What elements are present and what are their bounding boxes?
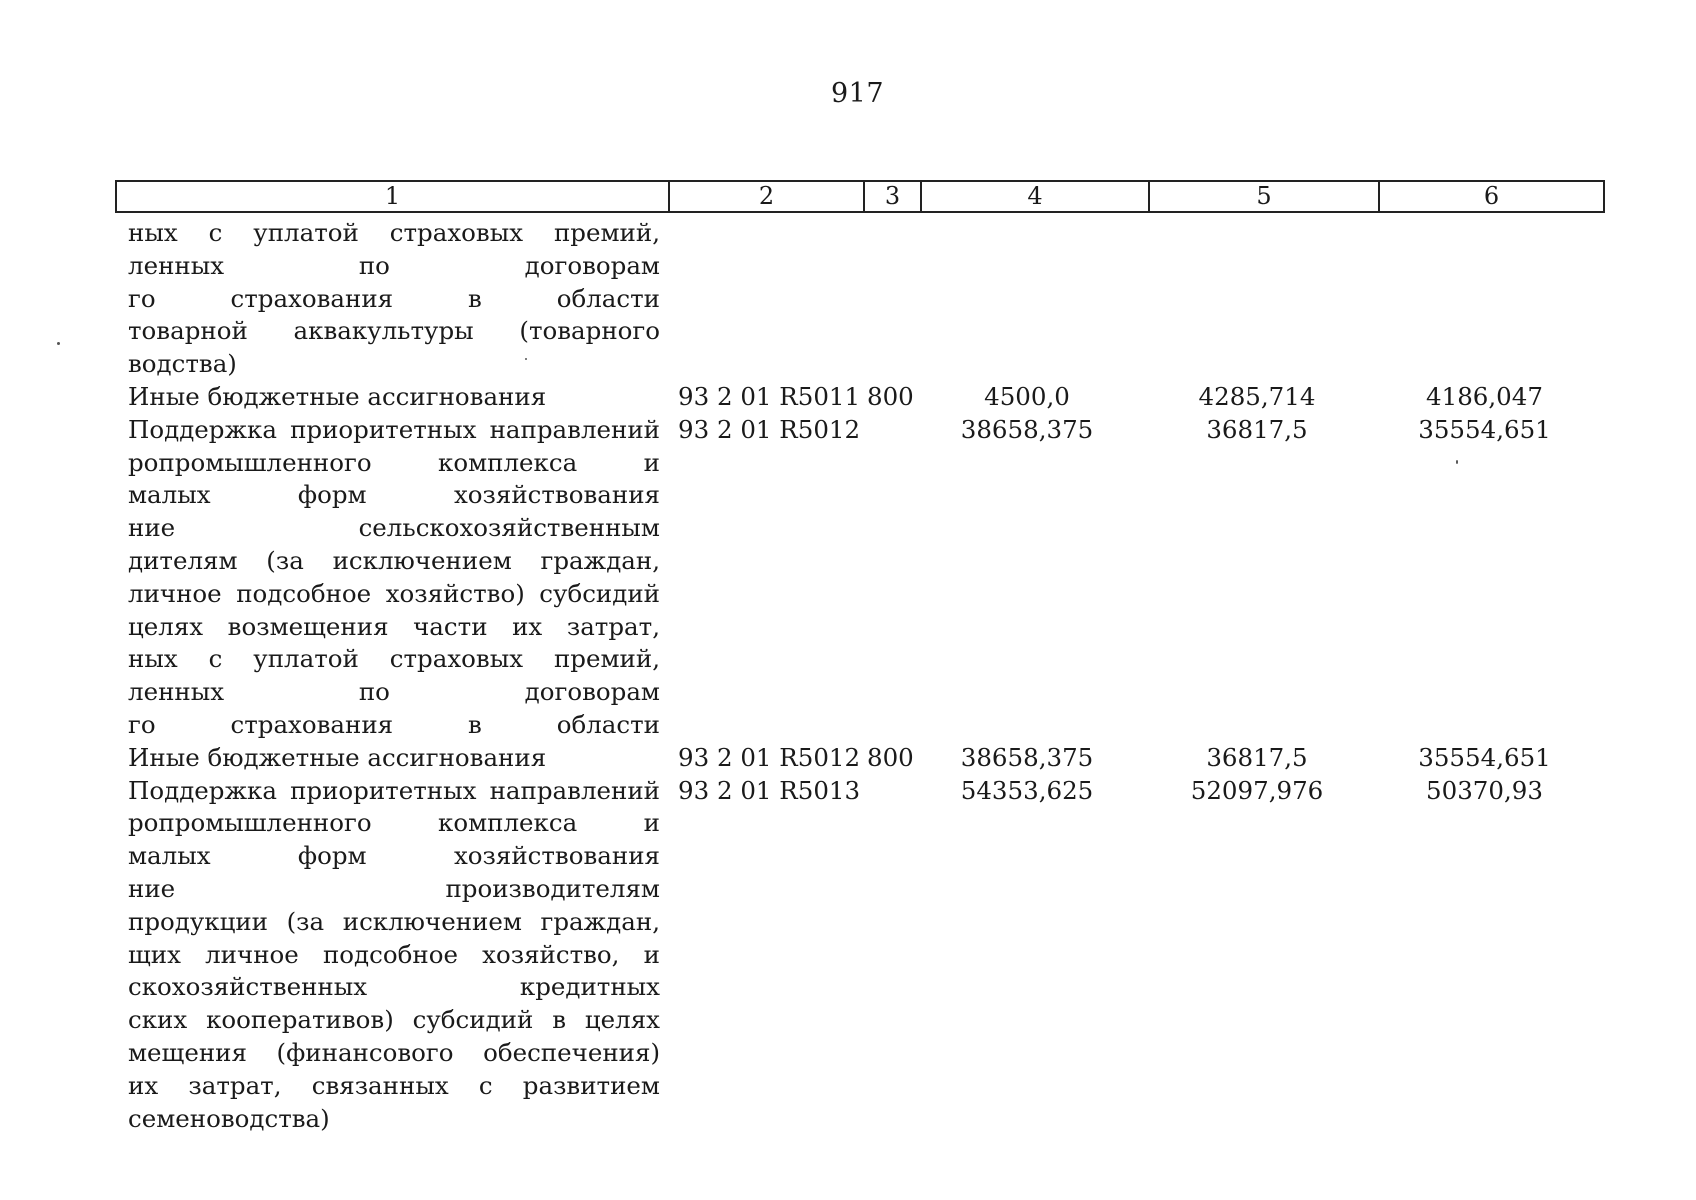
description-line: Иные бюджетные ассигнования	[128, 381, 547, 411]
description-line: го страхования в области	[128, 283, 660, 313]
row-description	[115, 217, 660, 381]
column-header-6: 6	[1379, 181, 1604, 212]
table-row	[115, 414, 1615, 742]
description-line: товарной аквакультуры (товарного	[128, 316, 660, 346]
row-value-col6: 35554,651	[1418, 414, 1551, 444]
description-line: продукции (за исключением граждан,	[128, 906, 660, 936]
row-expense-type	[855, 414, 912, 742]
row-description	[115, 381, 660, 414]
description-line: малых форм хозяйствования	[128, 480, 660, 510]
row-value-col5: 36817,5	[1206, 414, 1308, 444]
row-value-col4	[912, 217, 1142, 381]
row-expense-type	[855, 217, 912, 381]
description-line: ных с уплатой страховых премий,	[128, 218, 660, 247]
scan-speck	[1456, 460, 1458, 464]
row-value-col4: 4500,0	[984, 381, 1070, 411]
column-header-4: 4	[921, 181, 1149, 212]
description-line: их затрат, связанных с развитием	[128, 1070, 660, 1100]
description-line: ных с уплатой страховых премий,	[128, 644, 660, 674]
description-line: скохозяйственных кредитных	[128, 972, 660, 1002]
description-line: дителям (за исключением граждан,	[128, 545, 660, 575]
description-line: водства)	[128, 349, 237, 379]
row-value-col5: 52097,976	[1190, 775, 1324, 805]
row-value-col6: 35554,651	[1418, 742, 1551, 772]
description-line: Иные бюджетные ассигнования	[128, 742, 547, 772]
row-target-code	[660, 217, 855, 381]
row-target-code: 93 2 01 R5012	[678, 742, 861, 772]
column-header-3: 3	[864, 181, 921, 212]
description-line: Поддержка приоритетных направлений	[128, 414, 660, 444]
row-value-col4: 38658,375	[960, 414, 1094, 444]
row-value-col6: 4186,047	[1426, 381, 1543, 411]
description-line: личное подсобное хозяйство) субсидий	[128, 578, 660, 608]
description-line: мещения (финансового обеспечения)	[128, 1037, 660, 1067]
row-target-code: 93 2 01 R5011	[678, 381, 861, 411]
column-header-1: 1	[116, 181, 669, 212]
row-expense-type: 800	[867, 742, 914, 772]
table-body	[115, 217, 1615, 1135]
table-row	[115, 775, 1615, 1136]
description-line: ских кооперативов) субсидий в целях	[128, 1005, 660, 1035]
description-line: ние сельскохозяйственным	[128, 513, 660, 543]
row-value-col6	[1372, 217, 1597, 381]
description-line: ропромышленного комплекса и	[128, 808, 660, 838]
scan-speck	[525, 358, 527, 360]
description-line: семеноводства)	[128, 1103, 330, 1133]
row-target-code: 93 2 01 R5012	[678, 414, 861, 444]
row-value-col4: 38658,375	[960, 742, 1094, 772]
row-description	[115, 775, 660, 1136]
table-row	[115, 742, 1615, 775]
description-line: малых форм хозяйствования	[128, 841, 660, 871]
row-value-col5: 36817,5	[1206, 742, 1308, 772]
description-line: ние производителям	[128, 873, 660, 903]
row-value-col4: 54353,625	[960, 775, 1094, 805]
column-header-table	[115, 180, 1605, 213]
description-line: го страхования в области	[128, 709, 660, 739]
scan-speck	[57, 342, 60, 345]
column-header-2: 2	[669, 181, 864, 212]
description-line: целях возмещения части их затрат,	[128, 611, 660, 641]
description-line: ленных по договорам	[128, 250, 660, 280]
row-target-code: 93 2 01 R5013	[678, 775, 861, 805]
row-value-col5: 4285,714	[1198, 381, 1316, 411]
row-description	[115, 742, 660, 775]
page-number: 917	[830, 78, 885, 109]
table-row	[115, 217, 1615, 381]
description-line: ропромышленного комплекса и	[128, 447, 660, 477]
row-value-col5	[1142, 217, 1372, 381]
description-line: ленных по договорам	[128, 677, 660, 707]
table-row	[115, 381, 1615, 414]
row-value-col6: 50370,93	[1426, 775, 1543, 805]
column-header-5: 5	[1149, 181, 1379, 212]
description-line: Поддержка приоритетных направлений	[128, 775, 660, 805]
row-description	[115, 414, 660, 742]
row-expense-type	[855, 775, 912, 1136]
row-expense-type: 800	[867, 381, 914, 411]
description-line: щих личное подсобное хозяйство, и	[128, 939, 660, 969]
